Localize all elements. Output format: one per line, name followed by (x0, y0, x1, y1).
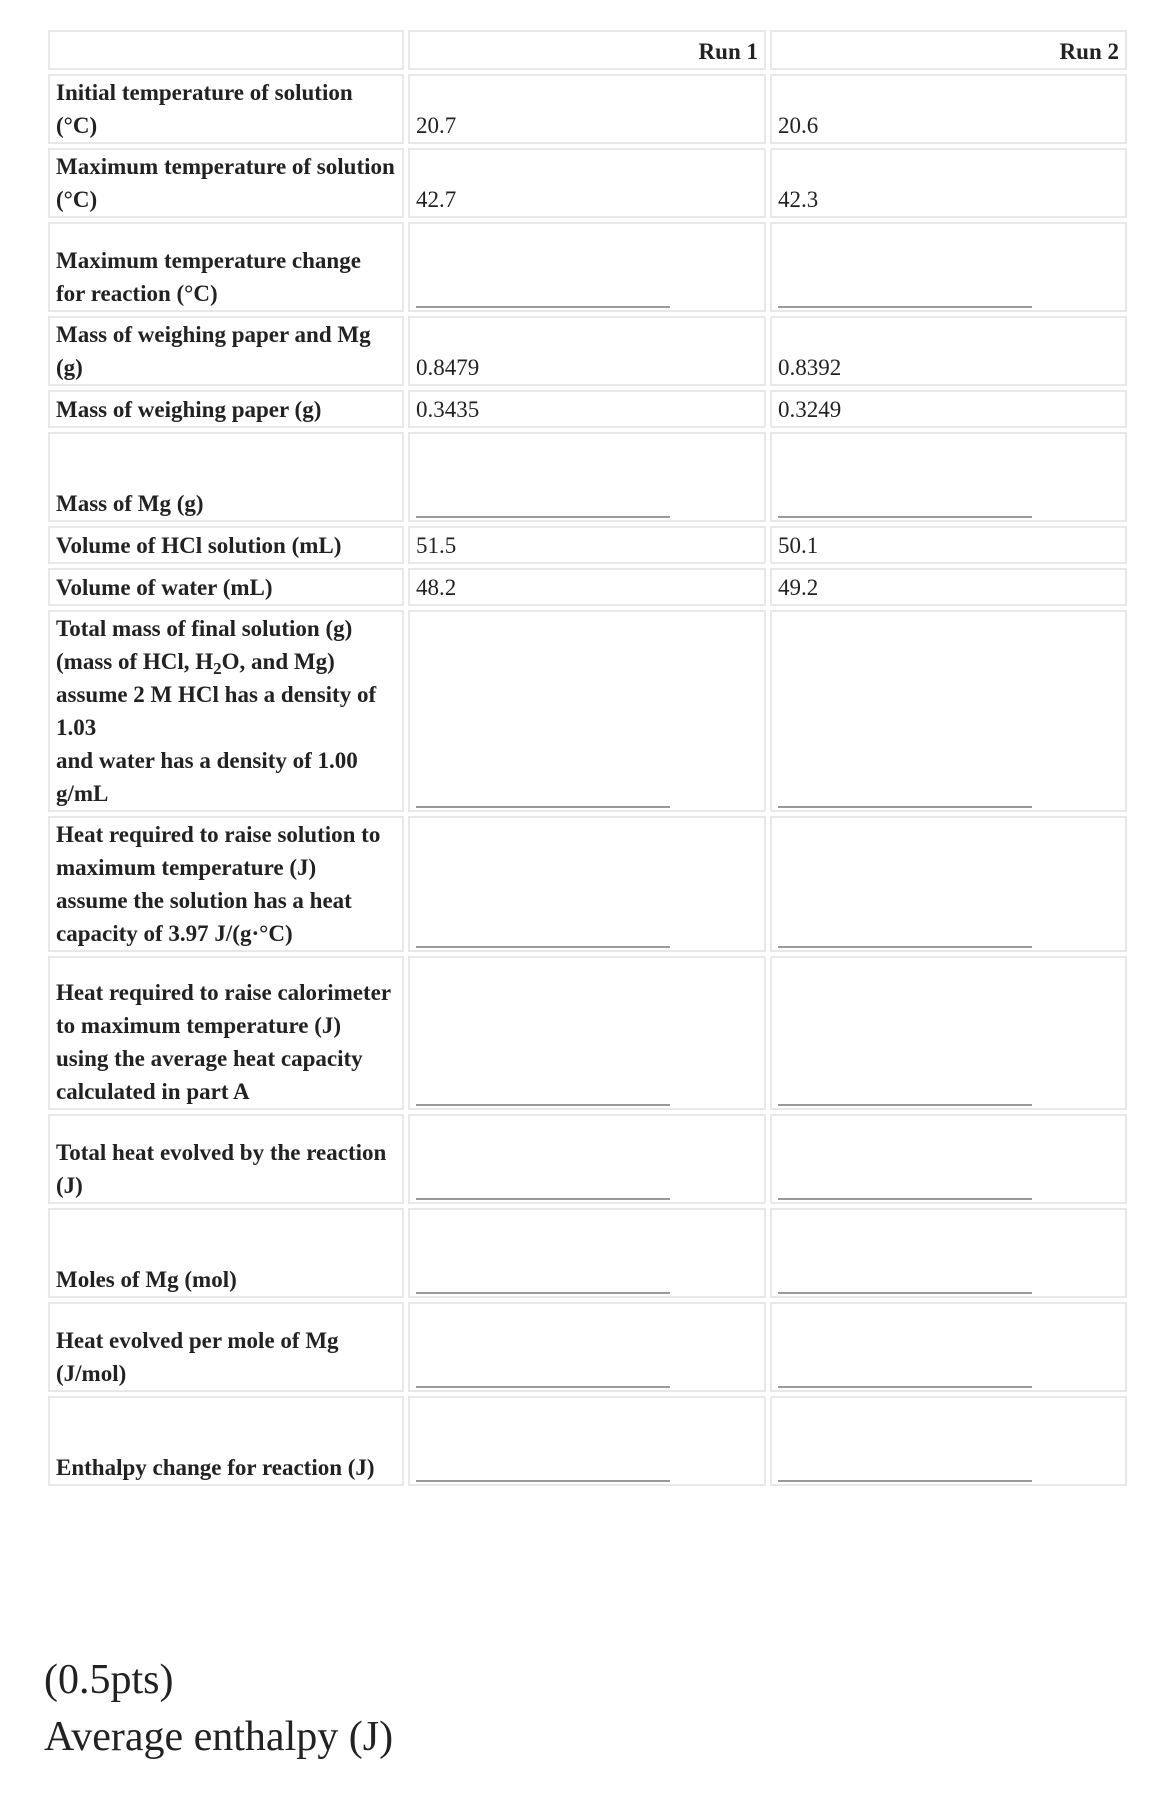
label-line: Heat required to raise calorimeter to maximum temperature (J) (56, 980, 391, 1038)
run1-value: 20.7 (408, 74, 766, 144)
row-label: Total heat evolved by the reaction (J) (48, 1114, 404, 1204)
run1-answer-line[interactable] (416, 1480, 670, 1482)
run2-answer-field[interactable] (770, 956, 1127, 1110)
row-label (48, 956, 404, 1110)
run2-answer-line[interactable] (778, 516, 1032, 518)
run2-answer-line[interactable] (778, 1292, 1032, 1294)
run1-value: 51.5 (408, 526, 766, 564)
run1-answer-field[interactable] (408, 432, 766, 522)
run1-answer-line[interactable] (416, 1198, 670, 1200)
row-label (48, 816, 404, 952)
table-row (48, 1302, 1127, 1392)
run2-answer-field[interactable] (770, 610, 1127, 812)
label-line: O, and Mg) (221, 649, 335, 674)
run1-answer-field[interactable] (408, 1396, 766, 1486)
run2-answer-line[interactable] (778, 1480, 1032, 1482)
table-row (48, 148, 1127, 218)
label-line: assume 2 M HCl has a density of 1.03 (56, 682, 377, 740)
results-table (44, 26, 1131, 1490)
row-label: Maximum temperature of solution (°C) (48, 148, 404, 218)
row-label: Volume of HCl solution (mL) (48, 526, 404, 564)
row-label: Heat evolved per mole of Mg (J/mol) (48, 1302, 404, 1392)
header-row (48, 30, 1127, 70)
header-run-2: Run 2 (770, 30, 1127, 70)
table-row (48, 316, 1127, 386)
run1-answer-line[interactable] (416, 806, 670, 808)
table-row (48, 1208, 1127, 1298)
label-line: Total mass of final solution (g) (56, 616, 353, 641)
run1-answer-line[interactable] (416, 946, 670, 948)
subscript: 2 (213, 659, 222, 678)
label-line: assume the solution has a heat capacity of 3.97 J/(g·°C) (56, 888, 352, 946)
table-row (48, 74, 1127, 144)
points-label: (0.5pts) (44, 1657, 174, 1703)
run2-answer-field[interactable] (770, 816, 1127, 952)
run1-answer-line[interactable] (416, 306, 670, 308)
run1-value: 0.3435 (408, 390, 766, 428)
average-enthalpy-label: Average enthalpy (J) (44, 1714, 394, 1760)
run2-answer-field[interactable] (770, 432, 1127, 522)
run1-answer-line[interactable] (416, 1292, 670, 1294)
table-row (48, 568, 1127, 606)
table-row (48, 222, 1127, 312)
run1-answer-field[interactable] (408, 222, 766, 312)
run2-answer-line[interactable] (778, 1104, 1032, 1106)
run2-value: 0.3249 (770, 390, 1127, 428)
table-row (48, 432, 1127, 522)
row-label: Maximum temperature change for reaction (°C) (48, 222, 404, 312)
run2-answer-field[interactable] (770, 1302, 1127, 1392)
table-row (48, 526, 1127, 564)
row-label: Moles of Mg (mol) (48, 1208, 404, 1298)
run2-answer-field[interactable] (770, 1396, 1127, 1486)
run1-answer-field[interactable] (408, 1302, 766, 1392)
label-line: using the average heat capacity calculated in part A (56, 1046, 363, 1104)
run2-answer-field[interactable] (770, 1114, 1127, 1204)
table-row (48, 956, 1127, 1110)
table-row (48, 1114, 1127, 1204)
table-row (48, 610, 1127, 812)
header-run-1: Run 1 (408, 30, 766, 70)
run2-value: 42.3 (770, 148, 1127, 218)
run1-answer-field[interactable] (408, 610, 766, 812)
run2-answer-line[interactable] (778, 1386, 1032, 1388)
run2-answer-line[interactable] (778, 806, 1032, 808)
run1-value: 48.2 (408, 568, 766, 606)
run1-answer-line[interactable] (416, 1386, 670, 1388)
run2-answer-field[interactable] (770, 1208, 1127, 1298)
row-label: Mass of weighing paper and Mg (g) (48, 316, 404, 386)
run2-value: 49.2 (770, 568, 1127, 606)
table-row (48, 816, 1127, 952)
label-line: Heat required to raise solution to maximum temperature (J) (56, 822, 381, 880)
table-row (48, 390, 1127, 428)
run1-answer-line[interactable] (416, 1104, 670, 1106)
run2-answer-line[interactable] (778, 946, 1032, 948)
run1-answer-field[interactable] (408, 1114, 766, 1204)
row-label: Volume of water (mL) (48, 568, 404, 606)
row-label (48, 610, 404, 812)
row-label: Enthalpy change for reaction (J) (48, 1396, 404, 1486)
run1-answer-field[interactable] (408, 956, 766, 1110)
run1-answer-line[interactable] (416, 516, 670, 518)
run1-value: 0.8479 (408, 316, 766, 386)
run2-answer-line[interactable] (778, 306, 1032, 308)
run2-value: 20.6 (770, 74, 1127, 144)
row-label: Mass of weighing paper (g) (48, 390, 404, 428)
run1-answer-field[interactable] (408, 1208, 766, 1298)
run2-answer-line[interactable] (778, 1198, 1032, 1200)
run1-answer-field[interactable] (408, 816, 766, 952)
run2-answer-field[interactable] (770, 222, 1127, 312)
row-label: Initial temperature of solution (°C) (48, 74, 404, 144)
label-line: (mass of HCl, H (56, 649, 214, 674)
run1-value: 42.7 (408, 148, 766, 218)
run2-value: 50.1 (770, 526, 1127, 564)
header-empty (48, 30, 404, 70)
label-line: and water has a density of 1.00 g/mL (56, 748, 358, 806)
row-label: Mass of Mg (g) (48, 432, 404, 522)
table-row (48, 1396, 1127, 1486)
run2-value: 0.8392 (770, 316, 1127, 386)
